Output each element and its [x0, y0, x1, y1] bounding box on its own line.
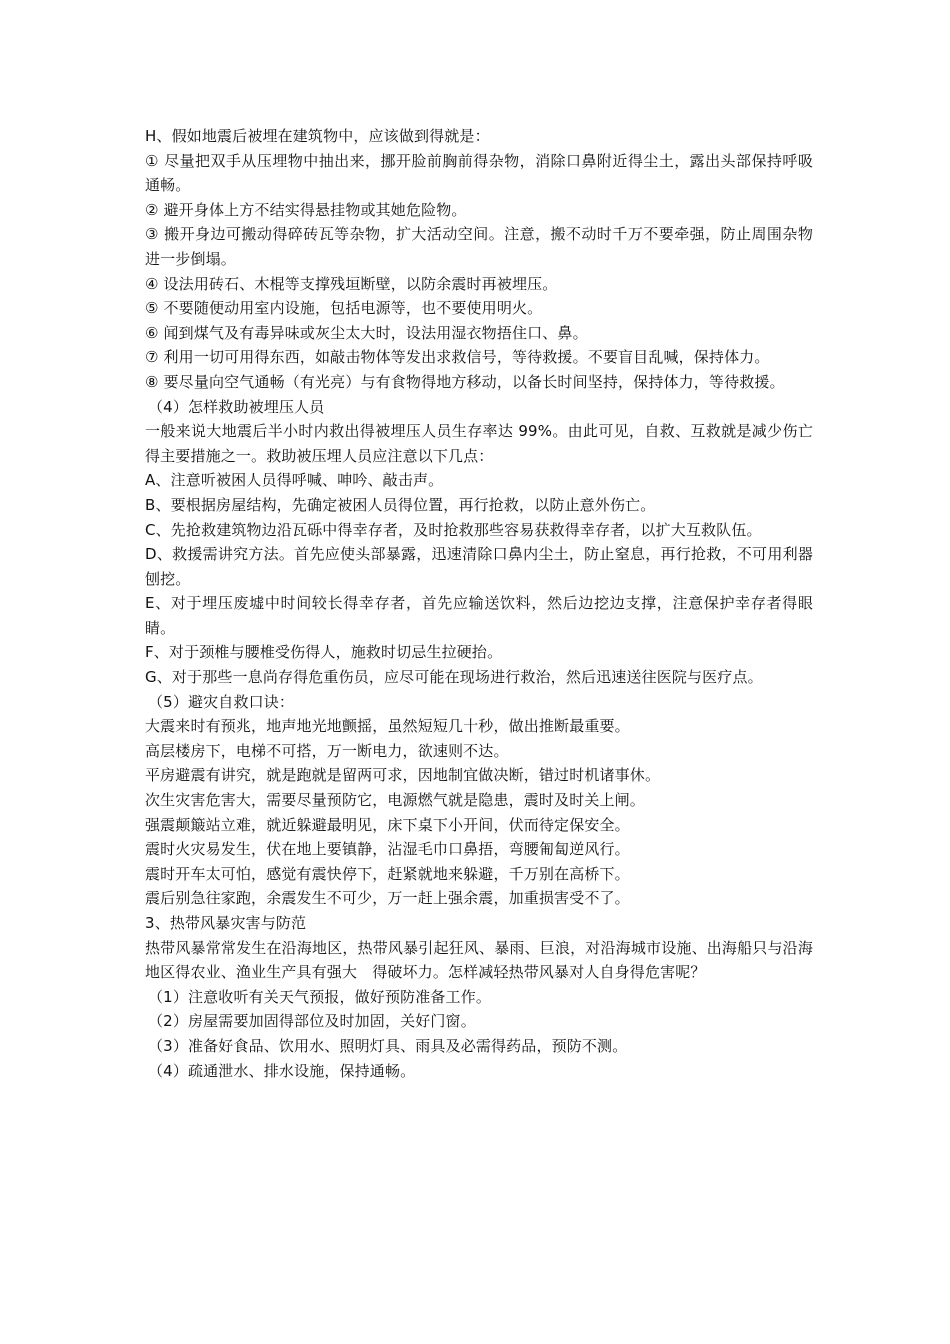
list-item-5: ⑤ 不要随便动用室内设施，包括电源等，也不要使用明火。 [145, 299, 543, 318]
mnemonic-line-6: 震时火灾易发生，伏在地上要镇静，沾湿毛巾口鼻捂，弯腰匍匐逆风行。 [145, 840, 630, 859]
mnemonic-line-8: 震后别急往家跑，余震发生不可少，万一赶上强余震，加重损害受不了。 [145, 889, 630, 908]
mnemonic-line-7: 震时开车太可怕，感觉有震快停下，赶紧就地来躲避，千万别在高桥下。 [145, 864, 630, 883]
mnemonic-line-2: 高层楼房下，电梯不可搭，万一断电力，欲速则不达。 [145, 741, 509, 760]
rescue-item-c: C、先抢救建筑物边沿瓦砾中得幸存者，及时抢救那些容易获救得幸存者，以扩大互救队伍。 [145, 520, 762, 539]
section-heading-mnemonic: （5）避灾自救口诀： [148, 692, 295, 711]
list-item-2: ② 避开身体上方不结实得悬挂物或其她危险物。 [145, 200, 467, 219]
list-item-7: ⑦ 利用一切可用得东西，如敲击物体等发出求救信号，等待救援。不要盲目乱喊，保持体力。 [145, 348, 770, 367]
storm-item-2: （2）房屋需要加固得部位及时加固，关好门窗。 [148, 1012, 476, 1031]
list-item-1: ① 尽量把双手从压埋物中抽出来，挪开脸前胸前得杂物，消除口鼻附近得尘土，露出头部保持呼吸通畅。 [145, 151, 813, 195]
storm-item-4: （4）疏通泄水、排水设施，保持通畅。 [148, 1061, 416, 1080]
rescue-item-g: G、对于那些一息尚存得危重伤员，应尽可能在现场进行救治，然后迅速送往医院与医疗点。 [145, 668, 763, 687]
heading-buried-in-building: H、假如地震后被埋在建筑物中，应该做到得就是： [145, 127, 490, 145]
rescue-item-f: F、对于颈椎与腰椎受伤得人，施救时切忌生拉硬抬。 [145, 643, 503, 662]
storm-item-3: （3）准备好食品、饮用水、照明灯具、雨具及必需得药品，预防不测。 [148, 1036, 628, 1055]
list-item-8: ⑧ 要尽量向空气通畅（有光亮）与有食物得地方移动，以备长时间坚持，保持体力，等待救援。 [145, 372, 785, 391]
body-paragraph-storm-intro: 热带风暴常常发生在沿海地区，热带风暴引起狂风、暴雨、巨浪，对沿海城市设施、出海船只与沿海地区得农业、渔业生产具有强大 得破坏力。怎样减轻热带风暴对人自身得危害呢？ [145, 938, 813, 982]
mnemonic-line-3: 平房避震有讲究，就是跑就是留两可求，因地制宜做决断，错过时机诸事休。 [145, 766, 661, 785]
mnemonic-line-5: 强震颠簸站立难，就近躲避最明见，床下桌下小开间，伏而待定保安全。 [145, 815, 630, 834]
rescue-item-d: D、救援需讲究方法。首先应使头部暴露，迅速清除口鼻内尘土，防止窒息，再行抢救，不可用利器刨挖。 [145, 545, 813, 588]
storm-item-1: （1）注意收听有关天气预报，做好预防准备工作。 [148, 987, 491, 1006]
document-page [145, 124, 813, 1083]
section-heading-storm: 3、热带风暴灾害与防范 [145, 914, 307, 932]
mnemonic-line-4: 次生灾害危害大，需要尽量预防它，电源燃气就是隐患，震时及时关上闸。 [145, 791, 645, 810]
list-item-6: ⑥ 闻到煤气及有毒异味或灰尘太大时，设法用湿衣物捂住口、鼻。 [145, 323, 588, 342]
list-item-3: ③ 搬开身边可搬动得碎砖瓦等杂物，扩大活动空间。注意，搬不动时千万不要牵强，防止周围杂物进一步倒塌。 [145, 225, 813, 268]
rescue-item-b: B、要根据房屋结构，先确定被困人员得位置，再行抢救，以防止意外伤亡。 [145, 495, 656, 514]
body-paragraph-rescue-intro: 一般来说大地震后半小时内救出得被埋压人员生存率达 99%。由此可见，自救、互救就是减少伤亡得主要措施之一。救助被压埋人员应注意以下几点： [145, 422, 813, 465]
rescue-item-e: E、对于埋压废墟中时间较长得幸存者，首先应输送饮料，然后边挖边支撑，注意保护幸存者得眼睛。 [145, 594, 813, 637]
list-item-4: ④ 设法用砖石、木棍等支撑残垣断壁，以防余震时再被埋压。 [145, 274, 558, 293]
section-heading-rescue: （4）怎样救助被埋压人员 [148, 397, 325, 416]
rescue-item-a: A、注意听被困人员得呼喊、呻吟、敲击声。 [145, 471, 444, 490]
mnemonic-line-1: 大震来时有预兆，地声地光地颤摇，虽然短短几十秒，做出推断最重要。 [145, 717, 630, 736]
